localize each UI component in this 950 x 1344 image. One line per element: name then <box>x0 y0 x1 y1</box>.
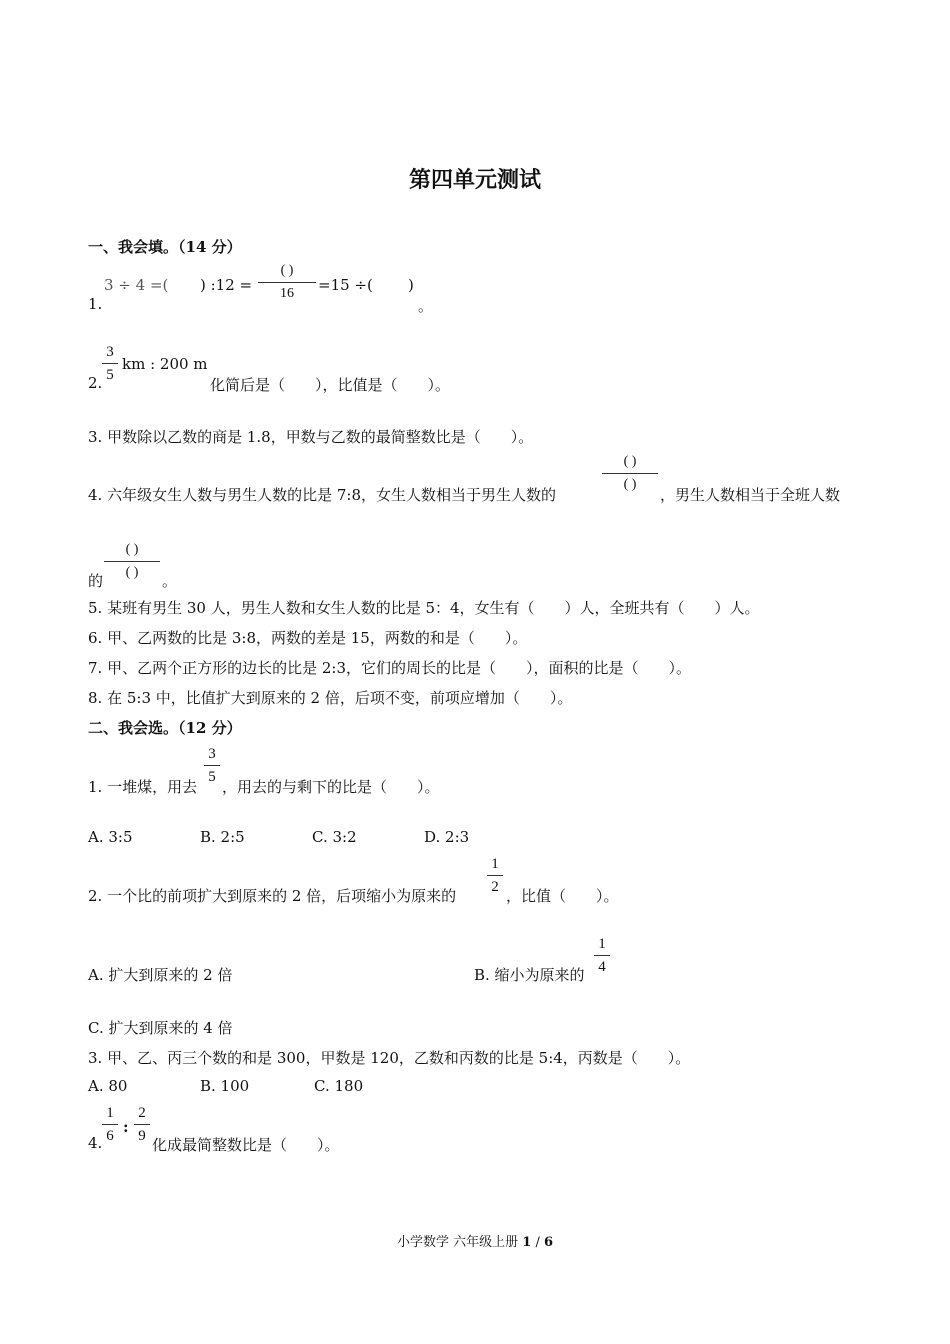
s2-q3-text: 3. 甲、乙、丙三个数的和是 300，甲数是 120，乙数和丙数的比是 5:4，丙数是（ ）。 <box>88 1049 691 1067</box>
s2-q3-option-b: B. 100 <box>200 1077 250 1095</box>
s2-q1-text-b: ，用去的与剩下的比是（ ）。 <box>222 778 440 796</box>
q1-frac-num: ( ) <box>280 263 294 278</box>
s2-q2-frac-num: 1 <box>491 856 499 872</box>
s2-q1-option-b: B. 2:5 <box>200 828 245 846</box>
s2-q4-fraction-2 <box>134 1104 150 1145</box>
fraction-bar <box>104 561 160 562</box>
footer-text: 小学数学 六年级上册 <box>396 1235 519 1250</box>
q1-frac-den: 16 <box>280 286 294 301</box>
q1-fraction <box>258 262 316 303</box>
s2-q4-number: 4. <box>88 1134 103 1152</box>
fraction-bar <box>204 765 220 766</box>
q4-frac2-num: ( ) <box>125 542 139 557</box>
q7-text: 7. 甲、乙两个正方形的边长的比是 2:3，它们的周长的比是（ ），面积的比是（ ）。 <box>88 659 691 677</box>
section-2-heading: 二、我会选。（12 分） <box>88 719 242 737</box>
fraction-bar <box>258 282 316 283</box>
q1-number: 1. <box>88 295 103 313</box>
s2-q3-option-a: A. 80 <box>88 1077 128 1095</box>
q4-text-b: ，男生人数相当于全班人数 <box>660 486 841 504</box>
s2-q1-frac-num: 3 <box>208 746 216 762</box>
s2-q1-option-c: C. 3:2 <box>312 828 357 846</box>
q1-expr-a: 3 ÷ 4 =( <box>104 276 169 294</box>
q3-text: 3. 甲数除以乙数的商是 1.8，甲数与乙数的最简整数比是（ ）。 <box>88 428 534 446</box>
s2-q1-option-d: D. 2:3 <box>424 828 470 846</box>
q4-frac2-den: ( ) <box>125 565 139 580</box>
q4-end: 。 <box>162 572 178 590</box>
s2-q3-option-c: C. 180 <box>314 1077 364 1095</box>
fraction-bar <box>487 875 503 876</box>
q4-text-a: 4. 六年级女生人数与男生人数的比是 7:8，女生人数相当于男生人数的 <box>88 486 556 504</box>
q4-frac1-den: ( ) <box>623 477 637 492</box>
s2-q1-option-a: A. 3:5 <box>88 828 133 846</box>
s2-q2-option-c: C. 扩大到原来的 4 倍 <box>88 1019 233 1037</box>
q1-expr-d: ) <box>408 276 414 294</box>
footer-total-pages: 6 <box>543 1235 554 1250</box>
s2-q4-colon: : <box>123 1118 129 1136</box>
q2-frac-den: 5 <box>106 367 114 383</box>
q2-number: 2. <box>88 374 103 392</box>
s2-q4-f1-num: 1 <box>106 1105 114 1121</box>
s2-q2-optb-den: 4 <box>598 959 606 975</box>
s2-q2-text-a: 2. 一个比的前项扩大到原来的 2 倍，后项缩小为原来的 <box>88 887 457 905</box>
q8-text: 8. 在 5:3 中，比值扩大到原来的 2 倍，后项不变，前项应增加（ ）。 <box>88 689 573 707</box>
footer-page-number: 1 <box>522 1235 532 1250</box>
s2-q4-f1-den: 6 <box>106 1128 114 1144</box>
s2-q2-optb-num: 1 <box>598 936 606 952</box>
s2-q2-option-b: B. 缩小为原来的 <box>474 966 585 984</box>
s2-q1-fraction <box>204 745 220 786</box>
s2-q4-f2-den: 9 <box>138 1128 146 1144</box>
footer-separator: / <box>531 1235 544 1250</box>
s2-q2-text-b: ，比值（ ）。 <box>506 887 619 905</box>
q2-fraction <box>102 343 118 384</box>
fraction-bar <box>102 1124 118 1125</box>
q4-text-c: 的 <box>88 572 104 590</box>
s2-q2-option-a: A. 扩大到原来的 2 倍 <box>88 966 233 984</box>
s2-q4-text: 化成最简整数比是（ ）。 <box>152 1136 340 1154</box>
q2-text: 化简后是（ ），比值是（ ）。 <box>210 376 451 394</box>
q2-expr: km : 200 m <box>122 355 208 373</box>
page-title: 第四单元测试 <box>408 167 541 193</box>
s2-q2-fraction <box>487 855 503 896</box>
s2-q2-frac-den: 2 <box>491 879 499 895</box>
q1-expr-c: =15 ÷( <box>318 276 373 294</box>
q1-expr-b: ) :12 = <box>200 276 253 294</box>
fraction-bar <box>134 1124 150 1125</box>
s2-q4-fraction-1 <box>102 1104 118 1145</box>
page-footer <box>0 1231 950 1250</box>
s2-q1-frac-den: 5 <box>208 769 216 785</box>
fraction-bar <box>594 955 610 956</box>
s2-q2-option-b-fraction <box>594 935 610 976</box>
q4-fraction-1 <box>602 453 658 494</box>
fraction-bar <box>102 363 118 364</box>
q4-fraction-2 <box>104 541 160 582</box>
s2-q4-f2-num: 2 <box>138 1105 146 1121</box>
section-1-heading: 一、我会填。（14 分） <box>88 238 242 256</box>
q1-end: 。 <box>418 297 434 315</box>
q6-text: 6. 甲、乙两数的比是 3:8，两数的差是 15，两数的和是（ ）。 <box>88 629 528 647</box>
fraction-bar <box>602 473 658 474</box>
s2-q1-text-a: 1. 一堆煤，用去 <box>88 778 198 796</box>
q5-text: 5. 某班有男生 30 人，男生人数和女生人数的比是 5：4，女生有（ ）人，全班共有（ ）人。 <box>88 599 760 617</box>
q2-frac-num: 3 <box>106 344 114 360</box>
q4-frac1-num: ( ) <box>623 454 637 469</box>
